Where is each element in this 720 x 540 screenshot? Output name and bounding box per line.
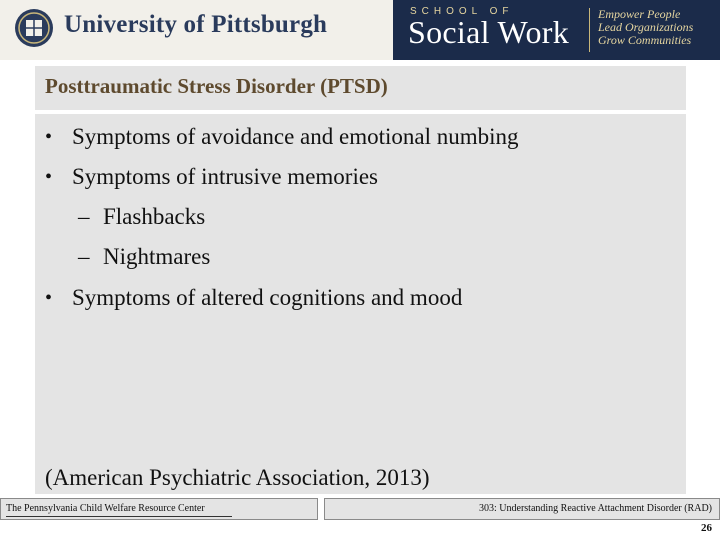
tagline-line-2: Lead Organizations bbox=[598, 20, 694, 34]
footer-course-title: 303: Understanding Reactive Attachment Disorder (RAD) bbox=[479, 503, 712, 514]
school-of-label: SCHOOL OF bbox=[410, 6, 514, 17]
bullet-marker: • bbox=[45, 166, 53, 188]
sub-bullet-item: Nightmares bbox=[103, 244, 211, 269]
logo-divider bbox=[589, 8, 590, 52]
bullet-item: Symptoms of intrusive memories bbox=[72, 164, 379, 189]
school-name: Social Work bbox=[408, 14, 570, 50]
citation: (American Psychiatric Association, 2013) bbox=[45, 465, 430, 490]
university-seal-icon bbox=[14, 8, 54, 48]
school-tagline bbox=[598, 8, 693, 47]
bullet-item: Symptoms of altered cognitions and mood bbox=[72, 285, 463, 310]
bullet-item: Symptoms of avoidance and emotional numbing bbox=[72, 124, 519, 149]
sub-bullet-item: Flashbacks bbox=[103, 204, 206, 229]
page-number: 26 bbox=[701, 522, 712, 534]
bullet-marker: • bbox=[45, 126, 53, 148]
university-name: University of Pittsburgh bbox=[64, 11, 328, 38]
sub-bullet-marker: – bbox=[78, 244, 90, 269]
tagline-line-1: Empower People bbox=[598, 7, 681, 21]
tagline-line-3: Grow Communities bbox=[598, 33, 692, 47]
footer-underline bbox=[6, 516, 232, 517]
bullet-marker: • bbox=[45, 287, 53, 309]
footer-organization: The Pennsylvania Child Welfare Resource Center bbox=[6, 503, 205, 514]
slide-title: Posttraumatic Stress Disorder (PTSD) bbox=[45, 74, 388, 98]
sub-bullet-marker: – bbox=[78, 204, 90, 229]
